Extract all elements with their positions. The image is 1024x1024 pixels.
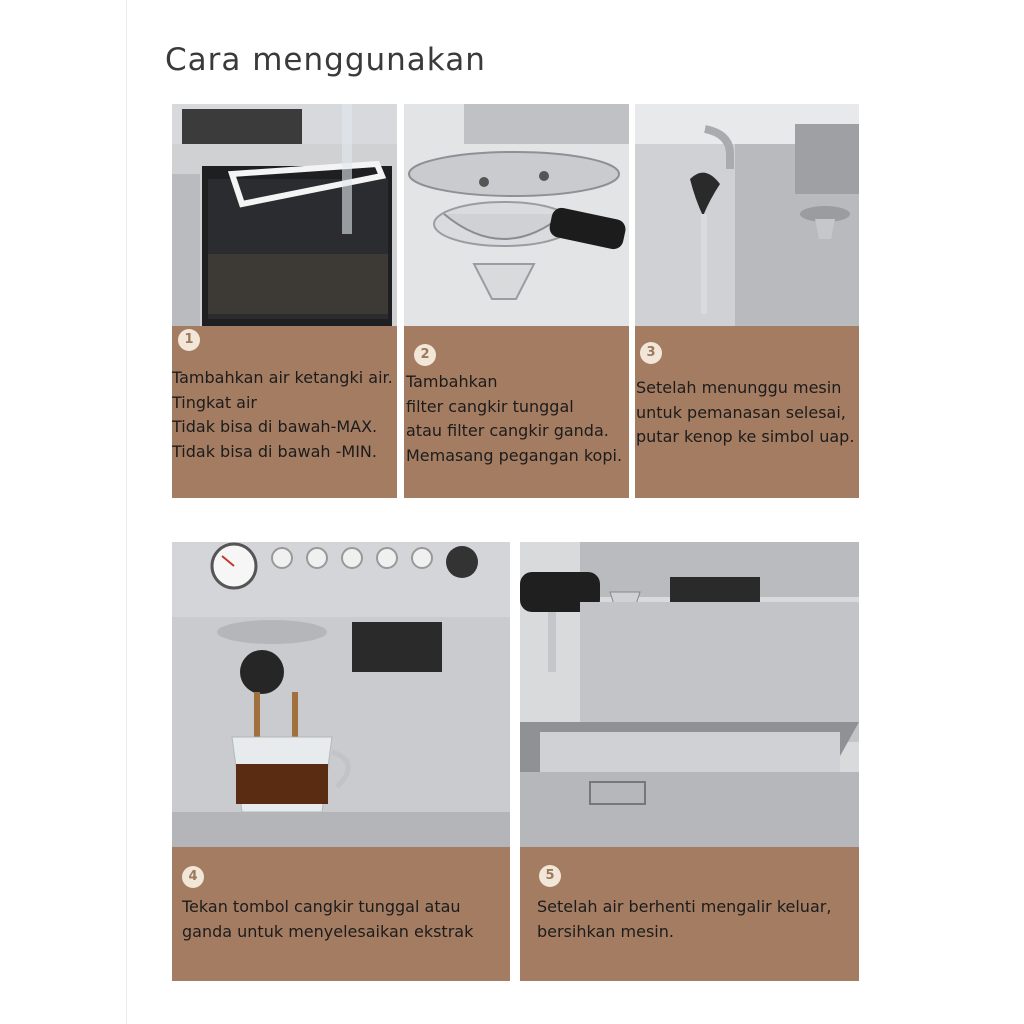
step-3: [635, 104, 859, 498]
step-4-photo-extraction: [172, 542, 510, 847]
step-5-photo-drip-tray: [520, 542, 859, 847]
step-5-text: Setelah air berhenti mengalir keluar, bersihkan mesin.: [537, 897, 832, 941]
step-1-text: Tambahkan air ketangki air. Tingkat air Tidak bisa di bawah-MAX. Tidak bisa di bawah -MIN.: [172, 368, 393, 461]
step-1-photo-water-tank: [172, 104, 397, 326]
step-2-text: Tambahkan filter cangkir tunggal atau filter cangkir ganda. Memasang pegangan kopi.: [406, 372, 623, 465]
step-4-text: Tekan tombol cangkir tunggal atau ganda untuk menyelesaikan ekstrak: [182, 897, 474, 941]
step-5-number-badge: 5: [539, 865, 561, 887]
step-3-number-badge: 3: [640, 342, 662, 364]
page-title: Cara menggunakan: [165, 42, 486, 78]
step-3-text: Setelah menunggu mesin untuk pemanasan selesai, putar kenop ke simbol uap.: [636, 378, 855, 446]
step-2-number-badge: 2: [414, 344, 436, 366]
step-1-number-badge: 1: [178, 329, 200, 351]
page-edge-line: [126, 0, 127, 1024]
step-4-number-badge: 4: [182, 866, 204, 888]
step-3-photo-steam-knob: [635, 104, 859, 326]
step-2: [404, 104, 629, 498]
step-4: [172, 542, 510, 981]
step-5: [520, 542, 859, 981]
step-1: [172, 104, 397, 498]
step-2-photo-filter-holder: [404, 104, 629, 326]
